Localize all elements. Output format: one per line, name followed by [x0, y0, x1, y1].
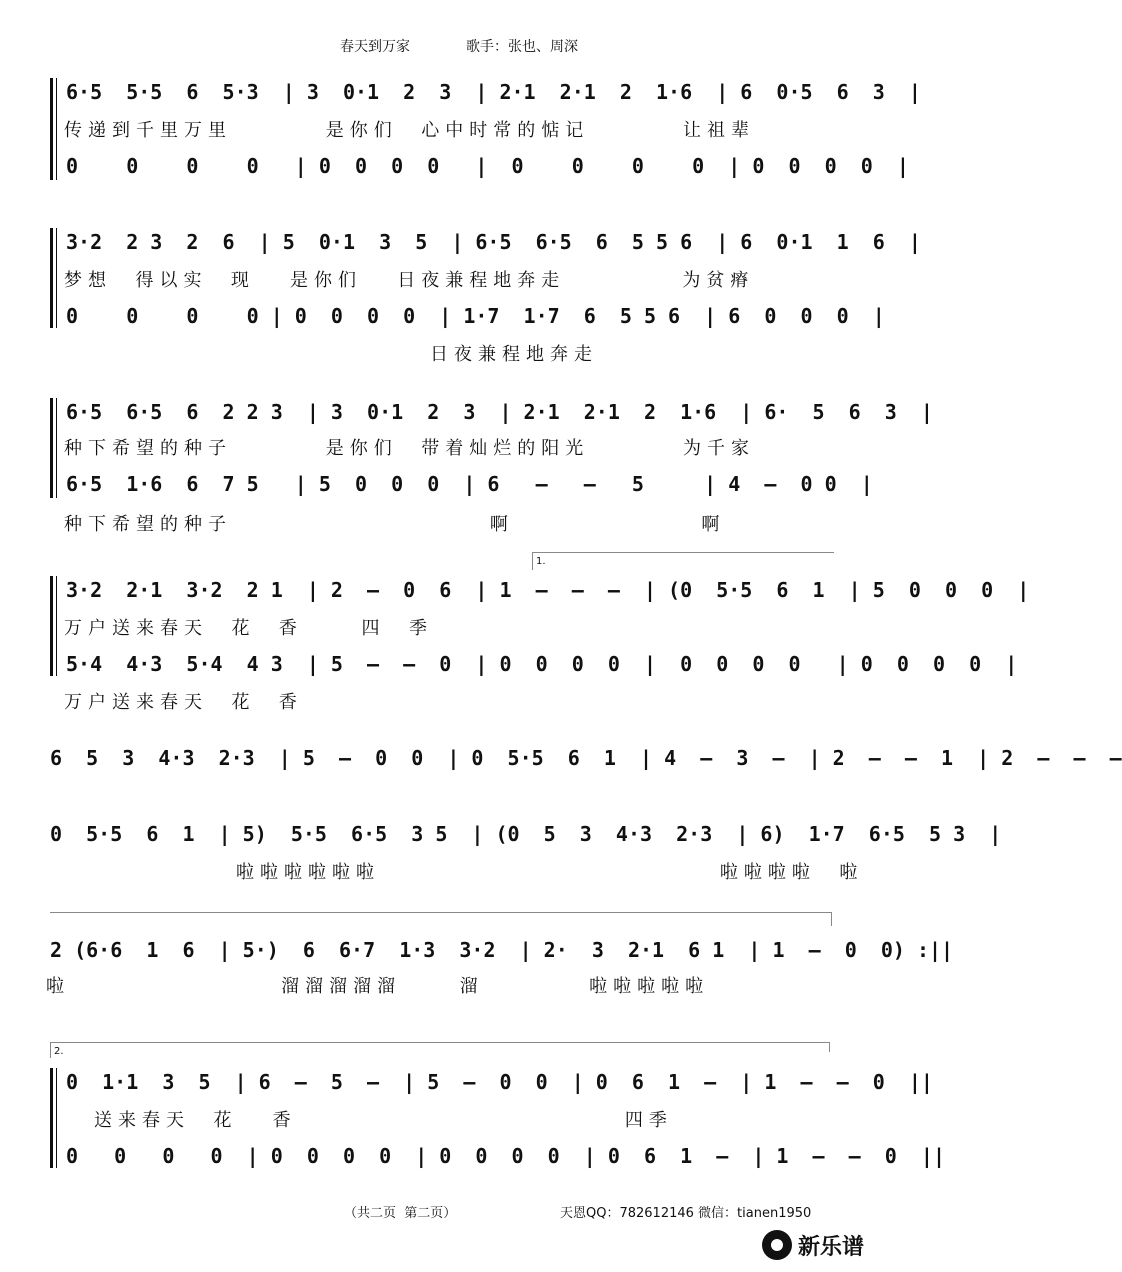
- volta-end: [829, 1042, 830, 1052]
- vinyl-logo-icon: [762, 1230, 792, 1260]
- notation-line: 0 1·1 3 5 | 6 – 5 – | 5 – 0 0 | 0 6 1 – | 1 – – 0 ||: [66, 1070, 933, 1094]
- system-brace-line: [56, 78, 57, 180]
- volta-end: [831, 912, 832, 926]
- system-brace: [50, 78, 53, 180]
- singers-credit: 歌手：张也、周深: [466, 39, 578, 55]
- lyrics-line: 万户送来春天 花 香: [64, 692, 303, 713]
- volta-bracket-line: [532, 552, 834, 553]
- notation-line: 6·5 1·6 6 7 5 | 5 0 0 0 | 6 – – 5 | 4 – 0 0 |: [66, 472, 873, 496]
- system-brace: [50, 1068, 53, 1168]
- notation-line: 0 5·5 6 1 | 5) 5·5 6·5 3 5 | (0 5 3 4·3 2·3 | 6) 1·7 6·5 5 3 |: [50, 822, 1002, 846]
- page-indicator: （共二页 第二页）: [344, 1206, 457, 1221]
- lyrics-line: 啦 溜溜溜溜溜 溜 啦啦啦啦啦: [46, 976, 710, 997]
- notation-line: 5·4 4·3 5·4 4 3 | 5 – – 0 | 0 0 0 0 | 0 0 0 0 | 0 0 0 0 |: [66, 652, 1018, 676]
- volta-bracket-line: [50, 1042, 830, 1043]
- notation-line: 3·2 2·1 3·2 2 1 | 2 – 0 6 | 1 – – – | (0 5·5 6 1 | 5 0 0 0 |: [66, 578, 1030, 602]
- system-brace: [50, 576, 53, 676]
- notation-line: 6 5 3 4·3 2·3 | 5 – 0 0 | 0 5·5 6 1 | 4 – 3 – | 2 – – 1 | 2 – – –: [50, 746, 1122, 770]
- system-brace: [50, 398, 53, 498]
- lyrics-line: 种下希望的种子 是你们 带着灿烂的阳光 为千家: [64, 438, 755, 459]
- lyrics-line: 传递到千里万里 是你们 心中时常的惦记 让祖辈: [64, 120, 755, 141]
- song-title: 春天到万家: [340, 39, 410, 55]
- lyrics-line: 梦想 得以实 现 是你们 日夜兼程地奔走 为贫瘠: [64, 270, 755, 291]
- notation-line: 0 0 0 0 | 0 0 0 0 | 0 0 0 0 | 0 6 1 – | 1 – – 0 ||: [66, 1144, 945, 1168]
- volta-continuation-line: [50, 912, 832, 913]
- notation-line: 0 0 0 0 | 0 0 0 0 | 0 0 0 0 | 0 0 0 0 |: [66, 154, 909, 178]
- notation-line: 3·2 2 3 2 6 | 5 0·1 3 5 | 6·5 6·5 6 5 5 6 | 6 0·1 1 6 |: [66, 230, 921, 254]
- lyrics-line: 万户送来春天 花 香 四 季: [64, 618, 433, 639]
- brand-logo-text: 新乐谱: [798, 1235, 865, 1260]
- system-brace: [50, 228, 53, 328]
- lyrics-line: 日夜兼程地奔走: [430, 344, 598, 365]
- lyrics-line: 送来春天 花 香 四季: [94, 1110, 673, 1131]
- contact-info: 天恩QQ：782612146 微信：tianen1950: [560, 1206, 812, 1221]
- volta-bracket: [50, 1042, 51, 1058]
- volta-label: 2.: [54, 1046, 64, 1057]
- system-brace-line: [56, 576, 57, 676]
- system-brace-line: [56, 228, 57, 328]
- system-brace-line: [56, 398, 57, 498]
- notation-line: 6·5 6·5 6 2 2 3 | 3 0·1 2 3 | 2·1 2·1 2 1·6 | 6· 5 6 3 |: [66, 400, 933, 424]
- notation-line: 0 0 0 0 | 0 0 0 0 | 1·7 1·7 6 5 5 6 | 6 0 0 0 |: [66, 304, 885, 328]
- lyrics-line: 种下希望的种子 啊 啊: [64, 514, 726, 535]
- system-brace-line: [56, 1068, 57, 1168]
- volta-label: 1.: [536, 556, 546, 567]
- notation-line: 6·5 5·5 6 5·3 | 3 0·1 2 3 | 2·1 2·1 2 1·6 | 6 0·5 6 3 |: [66, 80, 921, 104]
- volta-bracket: [532, 552, 533, 570]
- lyrics-line: 啦啦啦啦啦啦 啦啦啦啦 啦: [236, 862, 864, 883]
- notation-line: 2 (6·6 1 6 | 5·) 6 6·7 1·3 3·2 | 2· 3 2·1 6 1 | 1 – 0 0) :||: [50, 938, 954, 962]
